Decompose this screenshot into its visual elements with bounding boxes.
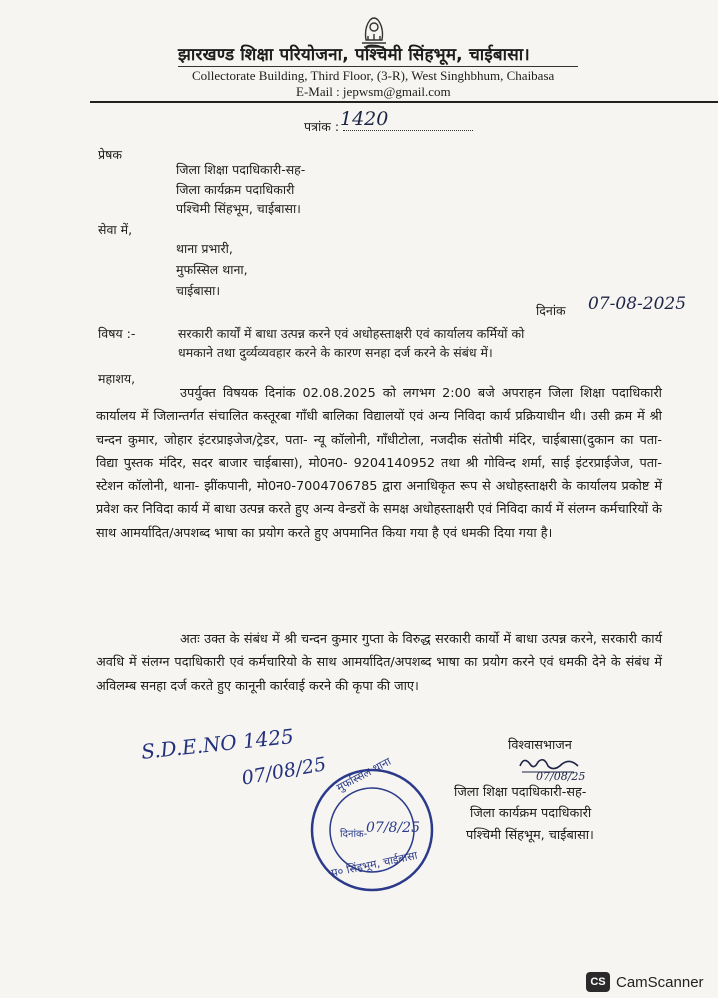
stamp-date-label: दिनांक- (340, 829, 368, 840)
subject-line: सरकारी कार्यों में बाधा उत्पन्न करने एवं अधोहस्ताक्षरी एवं कार्यालय कर्मियों को (178, 326, 525, 341)
salutation: महाशय, (98, 371, 136, 386)
sd-entry-date: 07/08/25 (240, 753, 328, 790)
recipient-line: मुफस्सिल थाना, (176, 262, 248, 277)
recipient-line: चाईबासा। (176, 283, 221, 298)
signatory-line: जिला शिक्षा पदाधिकारी-सह- (454, 785, 587, 800)
closing-text: विश्वासभाजन (508, 738, 572, 753)
sender-line: जिला शिक्षा पदाधिकारी-सह- (176, 162, 306, 177)
recipient-line: थाना प्रभारी, (176, 241, 233, 256)
subject-label: विषय :- (98, 326, 136, 341)
date-handwritten: 07-08-2025 (588, 294, 687, 314)
organisation-title: झारखण्ड शिक्षा परियोजना, पश्चिमी सिंहभूम, चाईबासा। (178, 45, 530, 65)
recipient-label: सेवा में, (98, 222, 133, 237)
letter-number-line: पत्रांक : (304, 118, 473, 135)
organisation-email: E-Mail : jepwsm@gmail.com (296, 84, 451, 99)
camscanner-text: CamScanner (616, 973, 704, 991)
subject-line: धमकाने तथा दुर्व्यव्यवहार करने के कारण सनहा दर्ज करने के संबंध में। (178, 345, 493, 360)
title-underline (178, 66, 578, 67)
sender-line: पश्चिमी सिंहभूम, चाईबासा। (176, 201, 301, 216)
signatory-line: जिला कार्यक्रम पदाधिकारी (470, 806, 592, 821)
stamp-date-value: 07/8/25 (366, 820, 420, 836)
organisation-address: Collectorate Building, Third Floor, (3-R), West Singhbhum, Chaibasa (192, 68, 555, 83)
stamp-top-text: मुफस्सिल थाना (334, 754, 394, 795)
header-divider (90, 101, 718, 103)
letter-number-label: पत्रांक (304, 119, 331, 134)
sd-entry-number: S.D.E.NO 1425 (140, 723, 295, 764)
body-paragraph-2: अतः उक्त के संबंध में श्री चन्दन कुमार गुप्ता के विरुद्ध सरकारी कार्यो में बाधा उत्पन्न करने, सरकारी कार्य अवधि में संलग्न पदाधिकारी एवं कर्मचारियो के साथ आमर्यादित/अपशब्द भाषा का प्रयोग करने एवं धमकी देने के संबंध में अविलम्ब सनहा दर्ज करते हुए कानूनी कार्रवाई करने की कृपा की जाए। (96, 632, 662, 694)
signature-date: 07/08/25 (536, 770, 586, 783)
signatory-line: पश्चिमी सिंहभूम, चाईबासा। (466, 828, 594, 843)
body-paragraph-1: उपर्युक्त विषयक दिनांक 02.08.2025 को लगभग 2:00 बजे अपराहन जिला शिक्षा पदाधिकारी कार्यालय में जिलान्तर्गत संचालित कस्तूरबा गाँधी बालिका विद्यालयों एवं अन्य निविदा कार्य प्रक्रियाधीन थी। उसी क्रम में श्री चन्दन कुमार, जोहार इंटरप्राइजेज/ट्रेडर, पता- न्यू कॉलोनी, गाँधीटोला, नजदीक संतोषी मंदिर, चाईबासा(दुकान का पता- विद्या पुस्तक मंदिर, सदर बाजार चाईबासा), मो0न0- 9204140952 तथा श्री गोविन्द शर्मा, साई इंटरप्राईजेज, पता- स्टेशन कॉलोनी, थाना- झींकपानी, मो0न0-7004706785 द्वारा अनाधिकृत रूप से अधोहस्ताक्षरी के कार्यालय प्रकोष्ट में प्रवेश कर निविदा कार्य में बाधा उत्पन्न करते हुए अन्य वेन्डरों के समक्ष अधोहस्ताक्षरी एवं निविदा कार्य में संलग्न कर्मचारियों के साथ आमर्यादित/अपशब्द भाषा का प्रयोग करते हुए अपमानित किया गया है एवं धमकी दिया गया है। (96, 386, 662, 541)
camscanner-logo-icon: CS (586, 972, 610, 992)
camscanner-watermark (586, 972, 704, 992)
letter-number-handwritten: 1420 (340, 108, 389, 130)
sender-label: प्रेषक (98, 147, 122, 162)
stamp-bottom-text: प० सिंहभूम, चाईबासा (330, 848, 419, 880)
date-label: दिनांक (536, 303, 566, 318)
sender-line: जिला कार्यक्रम पदाधिकारी (176, 182, 295, 197)
